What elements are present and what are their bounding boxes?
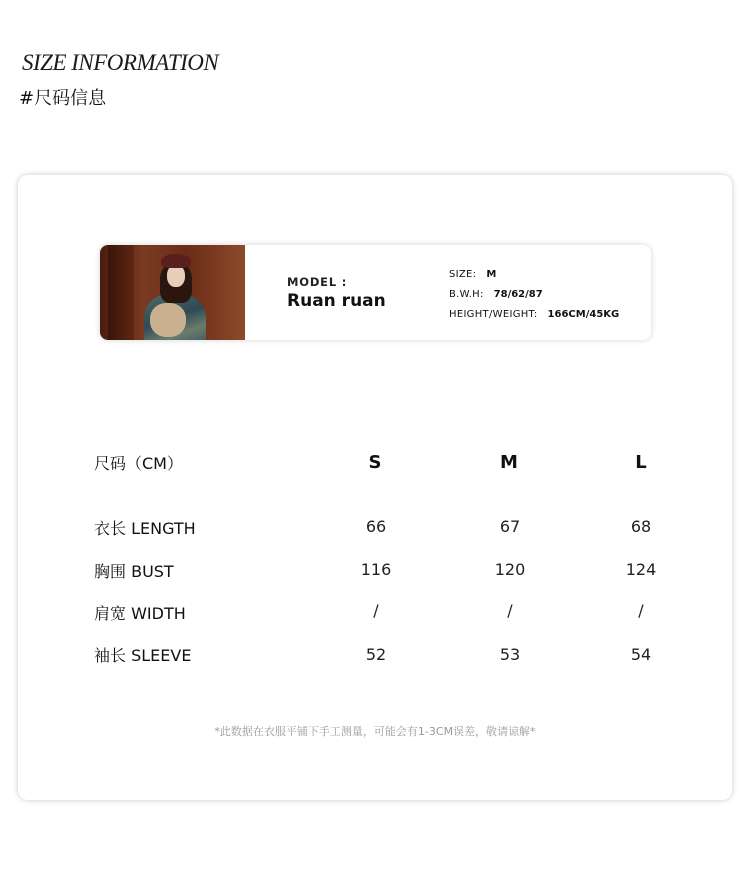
table-header-label: 尺码（CM） [94, 454, 183, 473]
spec-key: SIZE: [449, 269, 477, 280]
table-cell: 124 [625, 560, 657, 579]
table-cell: / [638, 601, 644, 620]
spec-key: HEIGHT/WEIGHT: [449, 309, 538, 320]
row-label-length: 衣长 LENGTH [94, 519, 196, 538]
row-label-sleeve: 袖长 SLEEVE [94, 646, 192, 665]
table-cell: 66 [365, 517, 387, 536]
model-label: MODEL : [287, 275, 348, 289]
table-cell: / [507, 601, 513, 620]
model-info-box [100, 245, 651, 340]
table-cell: 67 [499, 517, 521, 536]
table-cell: 68 [630, 517, 652, 536]
spec-size [449, 269, 496, 280]
spec-bwh [449, 289, 543, 300]
table-cell: 53 [499, 645, 521, 664]
spec-value: 166CM/45KG [547, 309, 620, 320]
model-name: Ruan ruan [287, 291, 386, 311]
spec-value: 78/62/87 [493, 289, 543, 300]
spec-height-weight [449, 309, 619, 320]
table-cell: 52 [365, 645, 387, 664]
model-photo [100, 245, 245, 340]
spec-value: M [486, 269, 497, 280]
size-card [18, 175, 732, 800]
column-header-m: M [500, 452, 518, 473]
spec-key: B.W.H: [449, 289, 484, 300]
measurement-note: *此数据在衣服平铺下手工测量，可能会有1-3CM误差，敬请谅解* [214, 725, 536, 738]
table-cell: 116 [360, 560, 392, 579]
column-header-l: L [635, 452, 647, 473]
row-label-width: 肩宽 WIDTH [94, 604, 186, 623]
page-title-cn: #尺码信息 [19, 88, 107, 109]
table-cell: / [373, 601, 379, 620]
column-header-s: S [368, 452, 382, 473]
page-title-en: SIZE INFORMATION [22, 50, 219, 75]
table-cell: 54 [630, 645, 652, 664]
row-label-bust: 胸围 BUST [94, 562, 174, 581]
table-cell: 120 [494, 560, 526, 579]
